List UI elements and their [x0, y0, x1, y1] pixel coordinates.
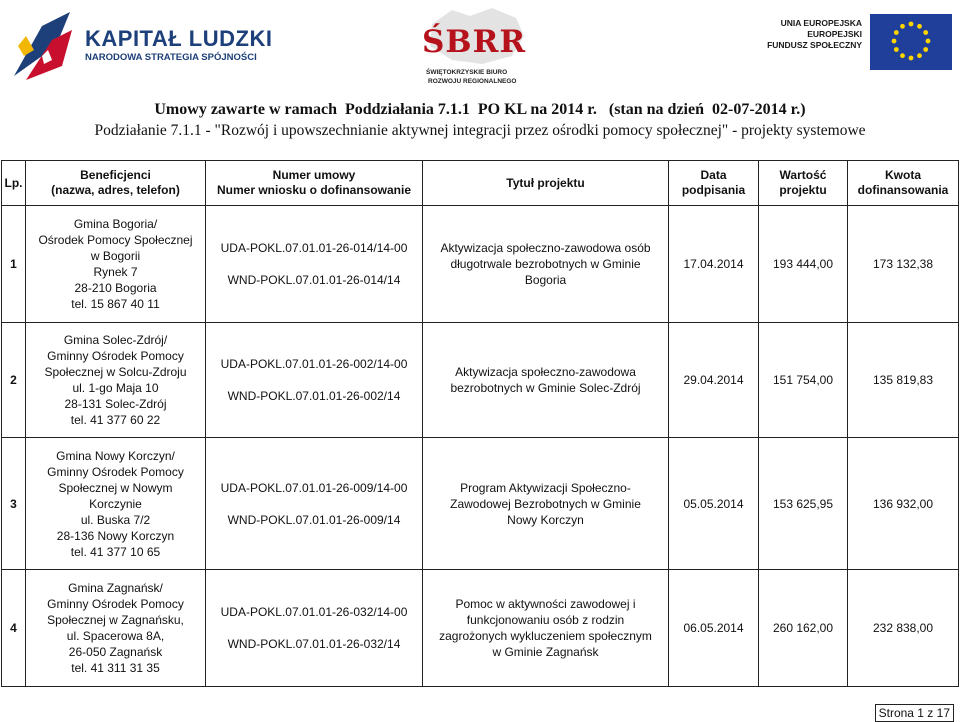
sbrr-logo	[412, 6, 542, 90]
kapital-ludzki-subtitle: NARODOWA STRATEGIA SPÓJNOŚCI	[85, 52, 257, 63]
header-data-line2: podpisania	[681, 183, 746, 197]
row-wartosc: 151 754,00	[759, 323, 848, 438]
header-beneficjent-line1: Beneficjenci	[80, 168, 151, 182]
title-line: Program Aktywizacji Społeczno-	[460, 480, 631, 495]
row-wartosc: 260 162,00	[759, 570, 848, 687]
header-wartosc-line1: Wartość	[779, 168, 827, 182]
contract-number: UDA-POKL.07.01.01-26-009/14-00	[220, 480, 408, 495]
beneficjent-line: Gmina Bogoria/	[73, 217, 158, 231]
beneficjent-line: tel. 41 311 31 35	[71, 661, 160, 675]
title-line: bezrobotnych w Gminie Solec-Zdrój	[450, 381, 641, 395]
title-line: w Gminie Zagnańsk	[492, 645, 599, 659]
table-header-row	[2, 161, 959, 206]
table-row	[2, 206, 959, 323]
row-data: 05.05.2014	[669, 438, 759, 570]
beneficjent-line: 28-131 Solec-Zdrój	[64, 397, 167, 411]
beneficjent-line: ul. Buska 7/2	[80, 512, 151, 527]
header-beneficjent-line2: (nazwa, adres, telefon)	[51, 183, 180, 197]
title-line: Bogoria	[524, 273, 567, 287]
row-numer	[206, 323, 423, 438]
beneficjent-line: Gminny Ośrodek Pomocy	[47, 349, 184, 363]
beneficjent-line: Społecznej w Solcu-Zdroju	[44, 365, 187, 379]
row-wartosc: 153 625,95	[759, 438, 848, 570]
beneficjent-line: 26-050 Zagnańsk	[68, 645, 163, 659]
row-tytul	[423, 438, 669, 570]
header-kwota	[848, 161, 959, 206]
row-numer	[206, 206, 423, 323]
row-lp: 3	[2, 438, 26, 570]
beneficjent-line: ul. Spacerowa 8A,	[66, 629, 165, 643]
page-number: Strona 1 z 17	[875, 704, 954, 722]
beneficjent-line: tel. 15 867 40 11	[71, 297, 160, 311]
row-beneficjent	[26, 438, 206, 570]
beneficjent-line: Korczynie	[89, 496, 142, 511]
beneficjent-line: 28-210 Bogoria	[74, 281, 157, 295]
eu-flag-icon	[870, 14, 952, 70]
kapital-ludzki-logo	[12, 6, 273, 86]
header-wartosc	[759, 161, 848, 206]
header-lp: Lp.	[2, 161, 26, 206]
row-data: 06.05.2014	[669, 570, 759, 687]
eu-text	[752, 18, 862, 51]
row-lp: 4	[2, 570, 26, 687]
beneficjent-line: 28-136 Nowy Korczyn	[56, 528, 175, 543]
row-beneficjent	[26, 206, 206, 323]
header-logos	[0, 0, 960, 95]
beneficjent-line: Ośrodek Pomocy Społecznej	[38, 233, 193, 247]
application-number: WND-POKL.07.01.01-26-002/14	[227, 389, 401, 403]
header-numer-line2: Numer wniosku o dofinansowanie	[216, 183, 412, 197]
table-row	[2, 570, 959, 687]
contract-number: UDA-POKL.07.01.01-26-014/14-00	[220, 241, 408, 255]
header-tytul: Tytuł projektu	[423, 161, 669, 206]
row-lp: 2	[2, 323, 26, 438]
contracts-table	[1, 160, 959, 687]
table-row	[2, 438, 959, 570]
title-line: długotrwale bezrobotnych w Gminie	[450, 257, 641, 271]
beneficjent-line: Gminny Ośrodek Pomocy	[47, 597, 184, 611]
header-data-line1: Data	[700, 168, 727, 182]
kapital-ludzki-emblem-icon	[12, 6, 76, 82]
document-title: Umowy zawarte w ramach Poddziałania 7.1.1 PO KL na 2014 r. (stan na dzień 02-07-2014 r.)	[154, 101, 806, 118]
beneficjent-line: Gmina Nowy Korczyn/	[56, 448, 175, 463]
title-line: Nowy Korczyn	[507, 512, 584, 527]
row-data: 17.04.2014	[669, 206, 759, 323]
beneficjent-line: Gmina Zagnańsk/	[68, 581, 163, 595]
eu-line3: FUNDUSZ SPOŁECZNY	[767, 40, 862, 50]
application-number: WND-POKL.07.01.01-26-014/14	[227, 273, 401, 287]
application-number: WND-POKL.07.01.01-26-032/14	[227, 637, 401, 651]
header-kwota-line1: Kwota	[885, 168, 921, 182]
row-kwota: 232 838,00	[848, 570, 959, 687]
title-line: Pomoc w aktywności zawodowej i	[455, 597, 636, 611]
eu-logo	[752, 14, 952, 74]
row-kwota: 135 819,83	[848, 323, 959, 438]
beneficjent-line: tel. 41 377 10 65	[70, 544, 161, 559]
title-line: Zawodowej Bezrobotnych w Gminie	[450, 496, 641, 511]
row-numer	[206, 570, 423, 687]
row-tytul	[423, 323, 669, 438]
header-numer-line1: Numer umowy	[272, 168, 356, 182]
beneficjent-line: Społecznej w Nowym	[58, 480, 173, 495]
title-line: Aktywizacja społeczno-zawodowa	[455, 365, 636, 379]
row-kwota: 173 132,38	[848, 206, 959, 323]
beneficjent-line: tel. 41 377 60 22	[70, 413, 161, 427]
beneficjent-line: Gmina Solec-Zdrój/	[63, 333, 168, 347]
beneficjent-line: Społecznej w Zagnańsku,	[47, 613, 184, 627]
row-numer	[206, 438, 423, 570]
title-line: Aktywizacja społeczno-zawodowa osób	[440, 241, 651, 255]
contract-number: UDA-POKL.07.01.01-26-032/14-00	[220, 605, 408, 619]
table-row	[2, 323, 959, 438]
title-line: zagrożonych wykluczeniem społecznym	[439, 629, 652, 643]
contract-number: UDA-POKL.07.01.01-26-002/14-00	[220, 357, 408, 371]
title-line: funkcjonowaniu osób z rodzin	[466, 613, 625, 627]
eu-line2: EUROPEJSKI	[807, 29, 862, 39]
row-kwota: 136 932,00	[848, 438, 959, 570]
header-data	[669, 161, 759, 206]
beneficjent-line: w Bogorii	[90, 249, 141, 263]
header-beneficjent	[26, 161, 206, 206]
kapital-ludzki-title: KAPITAŁ LUDZKI	[85, 26, 273, 51]
beneficjent-line: Rynek 7	[93, 265, 138, 279]
header-wartosc-line2: projektu	[779, 183, 827, 197]
application-number: WND-POKL.07.01.01-26-009/14	[227, 512, 401, 527]
sbrr-line2: ROZWOJU REGIONALNEGO	[428, 78, 517, 85]
header-numer	[206, 161, 423, 206]
row-tytul	[423, 206, 669, 323]
document-subtitle: Podziałanie 7.1.1 - "Rozwój i upowszechnianie aktywnej integracji przez ośrodki pomocy społecznej" - projekty systemowe	[94, 122, 866, 139]
beneficjent-line: ul. 1-go Maja 10	[72, 381, 159, 395]
row-data: 29.04.2014	[669, 323, 759, 438]
sbrr-line1: ŚWIĘTOKRZYSKIE BIURO	[426, 69, 508, 76]
row-wartosc: 193 444,00	[759, 206, 848, 323]
beneficjent-line: Gminny Ośrodek Pomocy	[47, 464, 184, 479]
row-beneficjent	[26, 323, 206, 438]
sbrr-title: ŚBRR	[422, 24, 527, 60]
eu-line1: UNIA EUROPEJSKA	[780, 18, 862, 28]
row-beneficjent	[26, 570, 206, 687]
row-lp: 1	[2, 206, 26, 323]
header-kwota-line2: dofinansowania	[857, 183, 949, 197]
row-tytul	[423, 570, 669, 687]
